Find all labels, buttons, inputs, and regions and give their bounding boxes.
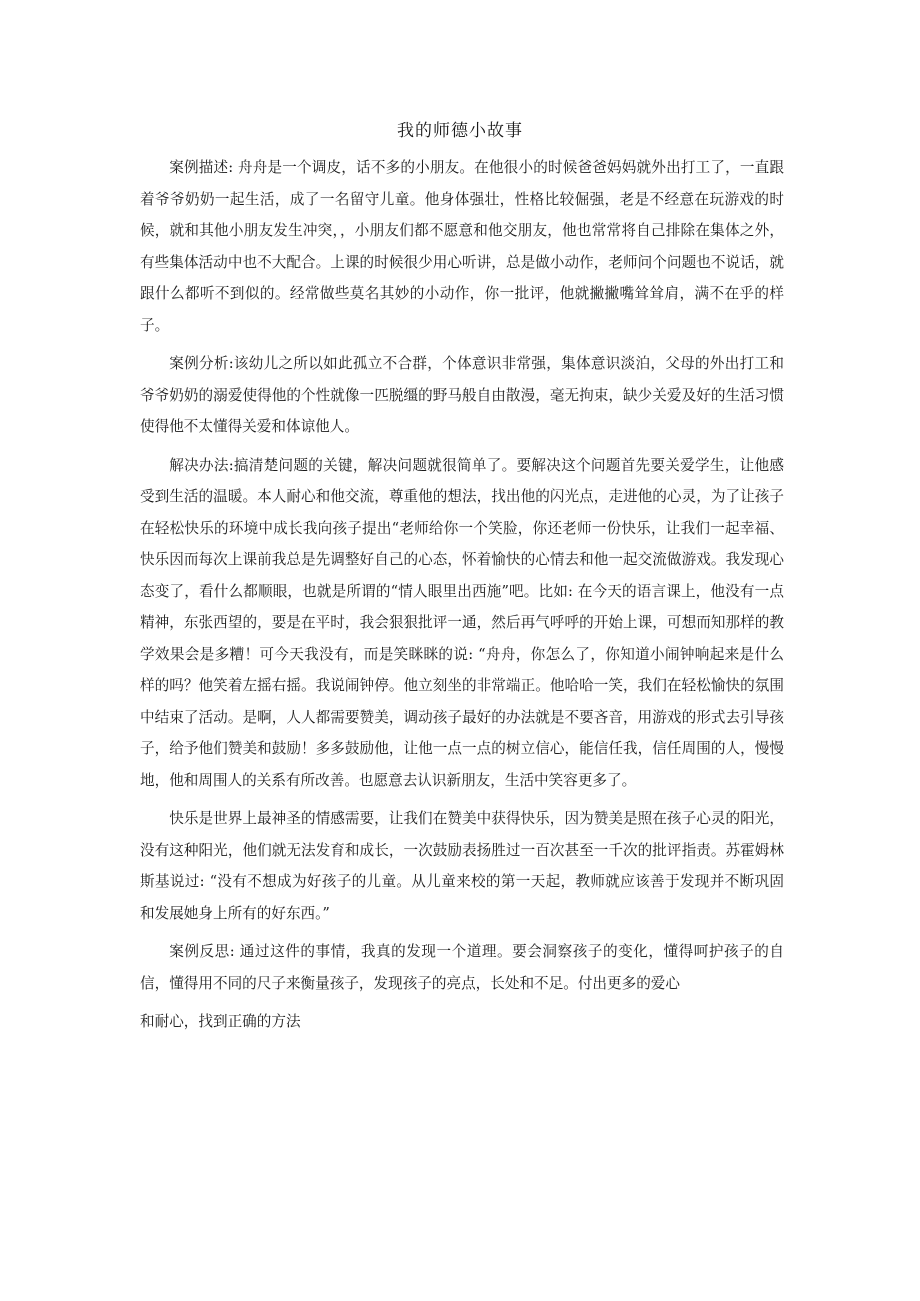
- paragraph-final-line: 和耐心，找到正确的方法: [140, 1013, 301, 1030]
- document-body: [140, 152, 784, 1045]
- paragraph-case-description: 案例描述: 舟舟是一个调皮，话不多的小朋友。在他很小的时候爸爸妈妈就外出打工了，一直跟着爷爷奶奶一起生活，成了一名留守儿童。他身体强壮，性格比较倔强，老是不经意在玩游戏的时候，就和其他小朋友发生冲突，，小朋友们都不愿意和他交朋友，他也常常将自己排除在集体之外，有些集体活动中也不大配合。上课的时候很少用心听讲，总是做小动作，老师问个问题也不说话，就跟什么都听不到似的。经常做些莫名其妙的小动作，你一批评，他就撇撇嘴耸耸肩，满不在乎的样子。: [140, 159, 784, 334]
- document-title: 我的师德小故事: [397, 121, 523, 141]
- paragraph-happiness: 快乐是世界上最神圣的情感需要，让我们在赞美中获得快乐，因为赞美是照在孩子心灵的阳光，没有这种阳光，他们就无法发育和成长，一次鼓励表扬胜过一百次甚至一千次的批评指责。苏霍姆林斯基说过: “没有不想成为好孩子的儿童。从儿童来校的第一天起，教师就应该善于发现并不断巩固和发展她身上所有的好东西。”: [140, 810, 784, 922]
- paragraph-case-analysis: 案例分析:该幼儿之所以如此孤立不合群，个体意识非常强，集体意识淡泊，父母的外出打工和爷爷奶奶的溺爱使得他的个性就像一匹脱缰的野马般自由散漫，毫无拘束，缺少关爱及好的生活习惯使得他不太懂得关爱和体谅他人。: [140, 355, 784, 435]
- paragraph-case-reflection: 案例反思: 通过这件的事情，我真的发现一个道理。要会洞察孩子的变化，懂得呵护孩子的自信，懂得用不同的尺子来衡量孩子，发现孩子的亮点，长处和不足。付出更多的爱心: [140, 943, 784, 992]
- paragraph-solution: 解决办法:搞清楚问题的关键，解决问题就很简单了。要解决这个问题首先要关爱学生，让他感受到生活的温暖。本人耐心和他交流，尊重他的想法，找出他的闪光点，走进他的心灵，为了让孩子在轻松快乐的环境中成长我向孩子提出“老师给你一个笑脸，你还老师一份快乐，让我们一起幸福、快乐因而每次上课前我总是先调整好自己的心态，怀着愉快的心情去和他一起交流做游戏。我发现心态变了，看什么都顺眼，也就是所谓的“情人眼里出西施”吧。比如: 在今天的语言课上，他没有一点精神，东张西望的，要是在平时，我会狠狠批评一通，然后再气呼呼的开始上课，可想而知那样的教学效果会是多糟！可今天我没有，而是笑眯眯的说: “舟舟，你怎么了，你知道小闹钟响起来是什么样的吗？他笑着左摇右摇。我说闹钟停。他立刻坐的非常端正。他哈哈一笑，我们在轻松愉快的氛围中结束了活动。是啊，人人都需要赞美，调动孩子最好的办法就是不要吝音，用游戏的形式去引导孩子，给予他们赞美和鼓励！多多鼓励他，让他一点一点的树立信心，能信任我，信任周围的人，慢慢地，他和周围人的关系有所改善。也愿意去认识新朋友，生活中笑容更多了。: [140, 456, 784, 789]
